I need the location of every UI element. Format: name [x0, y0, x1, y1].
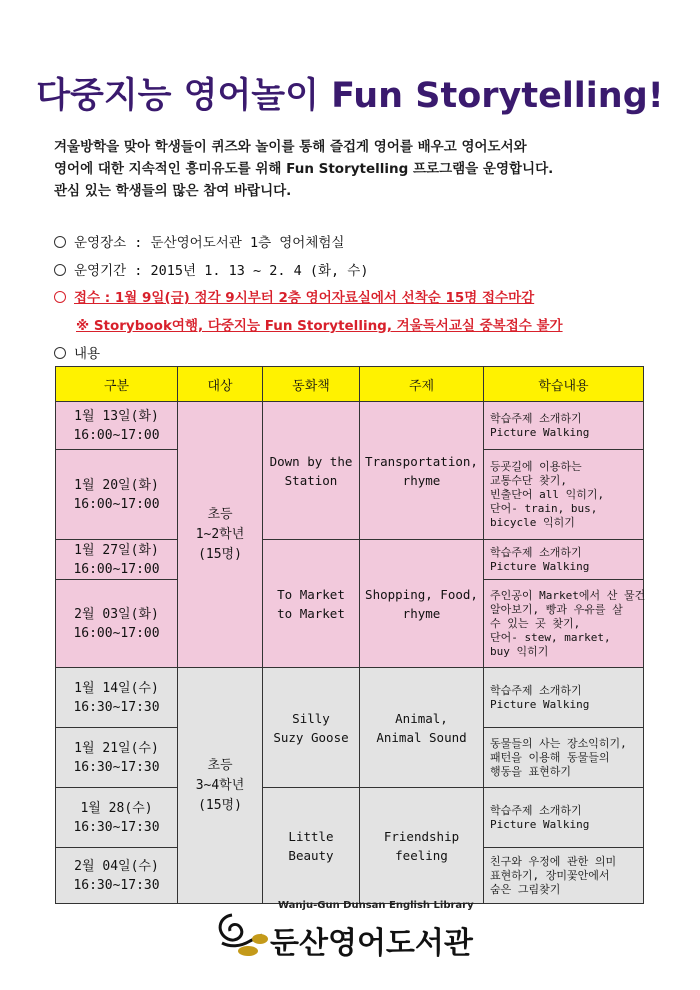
date-cell — [56, 402, 178, 450]
intro-line: 영어에 대한 지속적인 흥미유도를 위해 Fun Storytelling 프로그램을 운영합니다. — [54, 161, 554, 177]
info-period-text: 운영기간 : 2015년 1. 13 ~ 2. 4 (화, 수) — [74, 263, 369, 279]
date-cell — [56, 848, 178, 904]
target-line: (15명) — [198, 546, 242, 562]
content-cell — [484, 580, 644, 668]
theme-line: Shopping, Food, — [365, 586, 478, 602]
content-line: 교통수단 찾기, — [490, 473, 568, 487]
content-cell — [484, 540, 644, 580]
header-cell: 동화책 — [263, 367, 360, 402]
table-row — [56, 540, 644, 580]
circle-bullet-icon — [54, 264, 66, 276]
info-apply — [54, 286, 674, 306]
info-apply-text: 접수 : 1월 9일(금) 정각 9시부터 2층 영어자료실에서 선착순 15명 접수마감 — [74, 290, 535, 306]
content-line: 패턴을 이용해 동물들의 — [490, 750, 610, 764]
session-time: 16:00~17:00 — [73, 561, 160, 577]
theme-cell — [360, 402, 484, 540]
date-cell — [56, 450, 178, 540]
info-content-text: 내용 — [74, 346, 101, 362]
content-line: 행동을 표현하기 — [490, 764, 572, 778]
info-note-text: ※ Storybook여행, 다중지능 Fun Storytelling, 겨울독서교실 중복접수 불가 — [76, 318, 563, 334]
target-line: 초등 — [207, 506, 233, 522]
target-line: (15명) — [198, 797, 242, 813]
intro-paragraph — [54, 136, 664, 202]
session-date: 1월 27일(화) — [74, 542, 159, 558]
theme-line: feeling — [395, 847, 448, 863]
theme-cell — [360, 788, 484, 904]
date-cell — [56, 728, 178, 788]
content-line: 단어- train, bus, — [490, 501, 598, 515]
book-cell — [263, 668, 360, 788]
session-date: 1월 20일(화) — [74, 477, 159, 493]
session-time: 16:30~17:30 — [73, 699, 160, 715]
target-cell — [178, 668, 263, 904]
content-cell — [484, 402, 644, 450]
session-time: 16:30~17:30 — [73, 759, 160, 775]
page-title: 다중지능 영어놀이 Fun Storytelling! — [36, 76, 664, 116]
header-cell: 주제 — [360, 367, 484, 402]
intro-line: 관심 있는 학생들의 많은 참여 바랍니다. — [54, 183, 292, 199]
info-note — [76, 314, 696, 334]
theme-line: Animal, — [395, 710, 448, 726]
book-title-line: to Market — [277, 605, 345, 621]
target-line: 초등 — [207, 757, 233, 773]
content-line: 친구와 우정에 관한 의미 — [490, 854, 617, 868]
session-time: 16:00~17:00 — [73, 625, 160, 641]
content-line: 알아보기, 빵과 우유를 살 — [490, 602, 623, 616]
theme-line: rhyme — [402, 472, 441, 488]
session-date: 1월 28(수) — [80, 800, 153, 816]
circle-bullet-icon — [54, 236, 66, 248]
content-line: 학습주제 소개하기 — [490, 545, 582, 559]
book-title-line: Down by the — [269, 453, 353, 469]
content-line: 주인공이 Market에서 산 물건 — [490, 588, 646, 602]
info-period — [54, 259, 674, 279]
date-cell — [56, 668, 178, 728]
content-line: 단어- stew, market, — [490, 630, 611, 644]
schedule-table — [55, 366, 644, 904]
session-date: 1월 13일(화) — [74, 408, 159, 424]
header-cell: 구분 — [56, 367, 178, 402]
content-line: buy 익히기 — [490, 644, 549, 658]
book-title-line: Suzy Goose — [273, 729, 349, 745]
book-title-line: Beauty — [288, 847, 334, 863]
date-cell — [56, 788, 178, 848]
content-line: 학습주제 소개하기 — [490, 803, 582, 817]
book-title-line: Silly — [292, 710, 330, 726]
content-cell — [484, 788, 644, 848]
book-cell — [263, 402, 360, 540]
content-line: 숨은 그림찾기 — [490, 882, 561, 896]
content-line: Picture Walking — [490, 817, 590, 831]
theme-line: Animal Sound — [376, 729, 467, 745]
content-line: 수 있는 곳 찾기, — [490, 616, 581, 630]
theme-cell — [360, 668, 484, 788]
content-line: 등굣길에 이용하는 — [490, 459, 582, 473]
table-row — [56, 402, 644, 450]
logo-english-name: Wanju-Gun Dunsan English Library — [278, 900, 474, 911]
content-cell — [484, 450, 644, 540]
date-cell — [56, 540, 178, 580]
content-line: Picture Walking — [490, 559, 590, 573]
session-date: 2월 04일(수) — [74, 858, 159, 874]
logo-korean-name: 둔산영어도서관 — [270, 926, 473, 961]
info-content — [54, 342, 674, 362]
target-cell — [178, 402, 263, 668]
date-cell — [56, 580, 178, 668]
session-time: 16:00~17:00 — [73, 427, 160, 443]
session-date: 1월 21일(수) — [74, 740, 159, 756]
session-date: 2월 03일(화) — [74, 606, 159, 622]
content-line: 학습주제 소개하기 — [490, 683, 582, 697]
theme-cell — [360, 540, 484, 668]
info-place — [54, 231, 674, 251]
book-cell — [263, 540, 360, 668]
content-line: 동물들의 사는 장소익히기, — [490, 736, 627, 750]
book-title-line: Little — [288, 828, 334, 844]
content-line: Picture Walking — [490, 697, 590, 711]
book-title-line: Station — [284, 472, 338, 488]
content-cell — [484, 668, 644, 728]
content-cell — [484, 728, 644, 788]
content-line: 빈출단어 all 익히기, — [490, 487, 605, 501]
intro-line: 겨울방학을 맞아 학생들이 퀴즈와 놀이를 통해 즐겁게 영어를 배우고 영어도서와 — [54, 139, 527, 155]
table-row — [56, 668, 644, 728]
theme-line: Transportation, — [365, 453, 478, 469]
session-time: 16:30~17:30 — [73, 819, 160, 835]
target-line: 3~4학년 — [195, 777, 245, 793]
session-time: 16:00~17:00 — [73, 496, 160, 512]
table-row — [56, 788, 644, 848]
session-time: 16:30~17:30 — [73, 877, 160, 893]
theme-line: rhyme — [402, 605, 441, 621]
theme-line: Friendship — [383, 828, 460, 844]
session-date: 1월 14일(수) — [74, 680, 159, 696]
book-title-line: To Market — [277, 586, 345, 602]
content-line: Picture Walking — [490, 425, 590, 439]
content-line: 학습주제 소개하기 — [490, 411, 582, 425]
header-cell: 학습내용 — [484, 367, 644, 402]
circle-bullet-icon — [54, 347, 66, 359]
book-cell — [263, 788, 360, 904]
content-line: 표현하기, 장미꽃안에서 — [490, 868, 610, 882]
circle-bullet-icon — [54, 291, 66, 303]
table-header-row — [56, 367, 644, 402]
content-line: bicycle 익히기 — [490, 515, 575, 529]
info-place-text: 운영장소 : 둔산영어도서관 1층 영어체험실 — [74, 235, 345, 251]
header-cell: 대상 — [178, 367, 263, 402]
target-line: 1~2학년 — [195, 526, 245, 542]
